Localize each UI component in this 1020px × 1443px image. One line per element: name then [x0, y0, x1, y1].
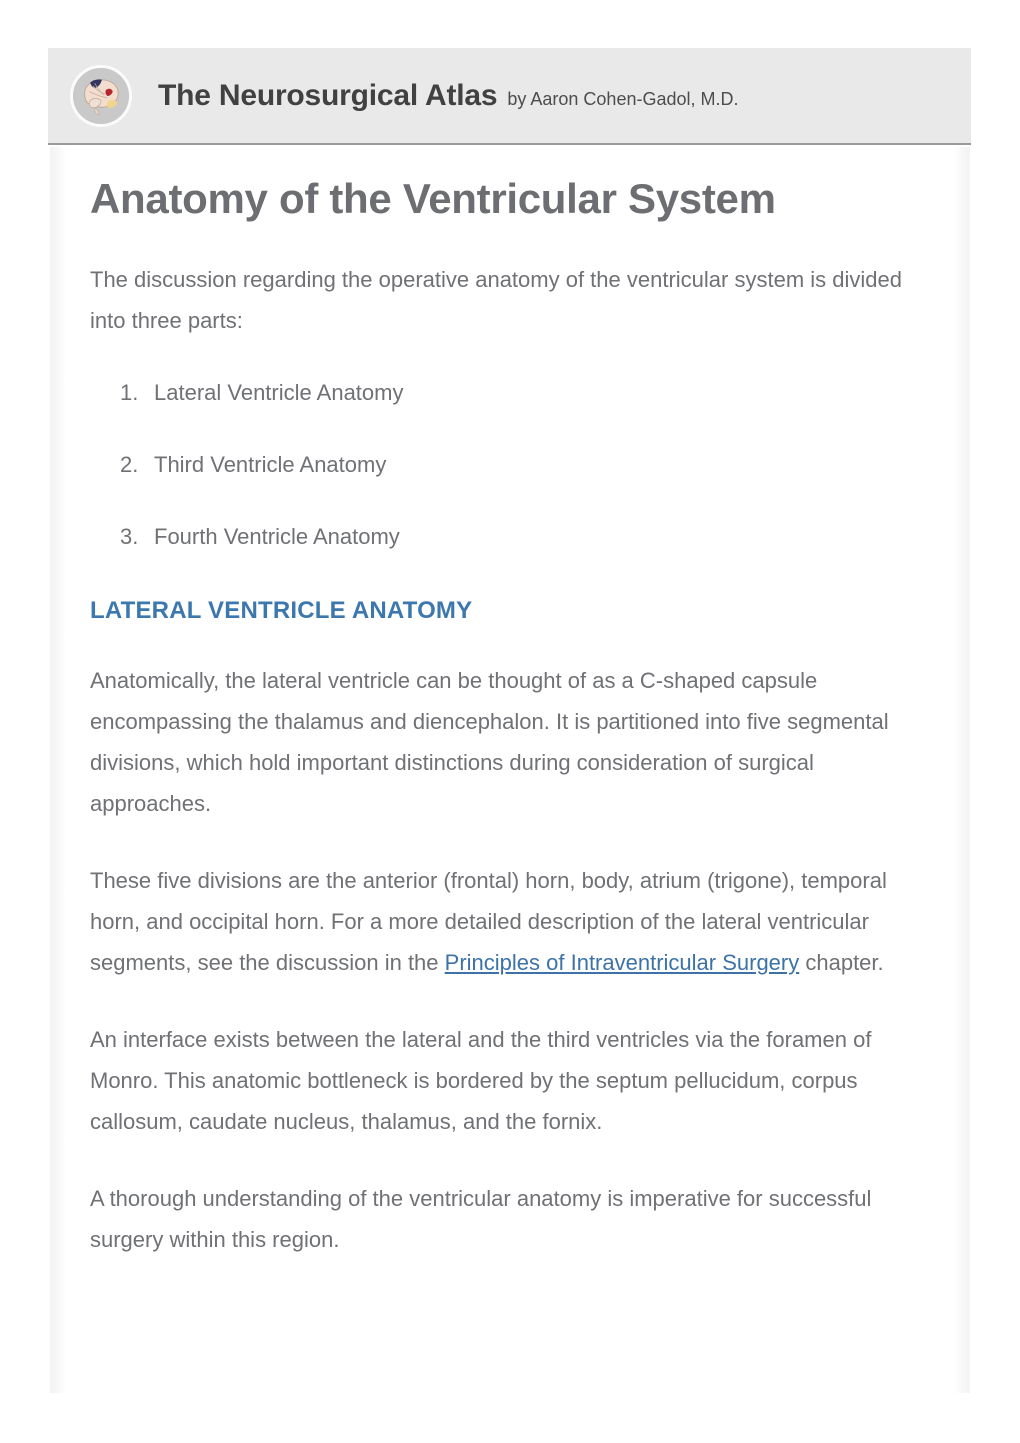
brain-logo-icon[interactable]	[70, 65, 132, 127]
list-item-marker: 3.	[120, 523, 139, 549]
list-item-label: Third Ventricle Anatomy	[154, 451, 387, 477]
list-item-label: Fourth Ventricle Anatomy	[154, 523, 400, 549]
paragraph-4: A thorough understanding of the ventricular anatomy is imperative for successful surgery within this region.	[90, 1185, 872, 1252]
list-item-marker: 1.	[120, 379, 139, 405]
paragraph-2-text-after: chapter.	[799, 949, 884, 975]
list-item[interactable]	[90, 413, 935, 485]
intro-paragraph: The discussion regarding the operative anatomy of the ventricular system is divided into three parts:	[90, 266, 902, 333]
card-left-edge-shadow	[50, 147, 66, 1393]
site-byline: by Aaron Cohen-Gadol, M.D.	[507, 88, 739, 109]
article-body	[90, 147, 935, 1260]
paragraph-2	[90, 824, 935, 983]
site-title[interactable]: The Neurosurgical Atlas	[158, 78, 498, 112]
paragraph-2-text-before: These five divisions are the anterior (frontal) horn, body, atrium (trigone), temporal horn, and occipital horn. For a more detailed description of the lateral ventricular segments, see the discussion in the	[90, 867, 887, 975]
list-item[interactable]	[90, 341, 935, 413]
list-item-label: Lateral Ventricle Anatomy	[154, 379, 404, 405]
list-item-marker: 2.	[120, 451, 139, 477]
paragraph-1: Anatomically, the lateral ventricle can be thought of as a C-shaped capsule encompassing the thalamus and diencephalon. It is partitioned into five segmental divisions, which hold important distinctions during consideration of surgical approaches.	[90, 667, 889, 816]
card-right-edge-shadow	[954, 147, 970, 1393]
paragraph-3: An interface exists between the lateral and the third ventricles via the foramen of Monro. This anatomic bottleneck is bordered by the septum pellucidum, corpus callosum, caudate nucleus, thalamus, and the fornix.	[90, 1026, 872, 1134]
content-card	[50, 147, 970, 1393]
link-principles-of-intraventricular-surgery[interactable]: Principles of Intraventricular Surgery	[444, 949, 800, 975]
page-title: Anatomy of the Ventricular System	[90, 175, 776, 222]
list-item[interactable]	[90, 485, 935, 557]
site-header	[48, 48, 971, 145]
parts-list	[90, 341, 935, 557]
section-heading-lateral-ventricle-anatomy: LATERAL VENTRICLE ANATOMY	[90, 596, 473, 624]
brand-text	[158, 79, 739, 113]
